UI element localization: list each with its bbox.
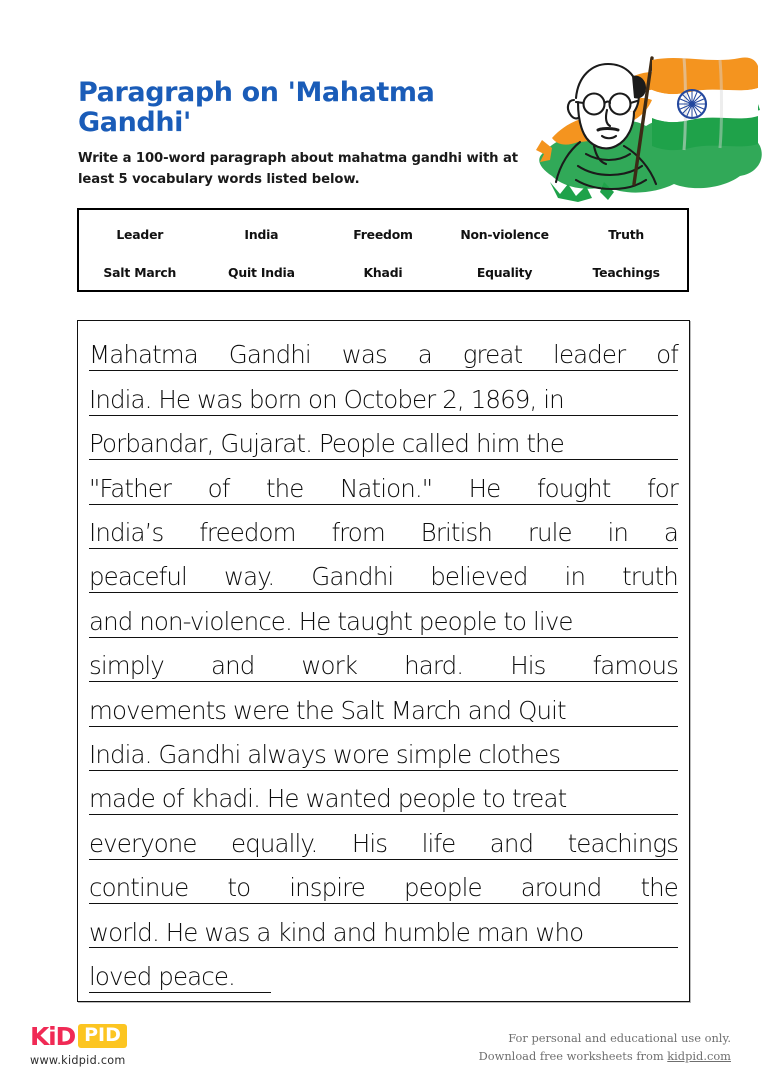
paragraph-answer-area[interactable] <box>77 320 690 1002</box>
writing-rule <box>89 370 678 371</box>
answer-word: the <box>265 473 304 503</box>
answer-word: teachings <box>567 828 678 858</box>
answer-word: around <box>520 873 602 903</box>
instructions-text: Write a 100-word paragraph about mahatma gandhi with at least 5 vocabulary words listed below. <box>78 151 518 187</box>
footer-note-line-1: For personal and educational use only. <box>508 1031 731 1045</box>
answer-word: and <box>489 828 534 858</box>
answer-word: British <box>420 517 492 547</box>
logo-pid-badge: PID <box>78 1024 127 1049</box>
answer-word: in <box>607 517 629 547</box>
answer-line-text <box>89 875 678 906</box>
kidpid-logo[interactable] <box>30 1022 250 1067</box>
answer-word: a <box>417 340 432 370</box>
answer-word: to <box>227 873 251 903</box>
answer-word: simply <box>89 651 164 681</box>
vocab-word: Non-violence <box>460 226 549 242</box>
writing-rule <box>89 459 678 460</box>
writing-rule <box>89 947 678 948</box>
writing-rule <box>89 814 678 815</box>
answer-line-text <box>89 961 678 995</box>
gandhi-flag-illustration <box>534 42 768 210</box>
answer-word: believed <box>430 562 528 592</box>
vocab-word: Quit India <box>228 264 295 280</box>
answer-word: Mahatma <box>89 340 198 370</box>
answer-ruled-line[interactable] <box>89 507 678 551</box>
answer-word: great <box>462 340 523 370</box>
writing-rule <box>89 859 678 860</box>
answer-word: rule <box>527 517 572 547</box>
footer-note-prefix: Download free worksheets from <box>478 1049 668 1064</box>
answer-line-text <box>89 695 678 729</box>
writing-rule <box>89 992 271 993</box>
answer-ruled-line[interactable] <box>89 418 678 462</box>
answer-word: India’s <box>89 517 164 547</box>
logo-kid-text: KiD <box>30 1021 76 1051</box>
worksheet-header <box>78 78 548 190</box>
vocab-word: Truth <box>608 226 645 242</box>
vocab-word: Teachings <box>592 264 660 280</box>
answer-word: "Father <box>89 473 172 503</box>
answer-ruled-line[interactable] <box>89 950 678 994</box>
answer-ruled-line[interactable] <box>89 462 678 506</box>
answer-word: fought <box>536 473 611 503</box>
writing-rule <box>89 903 678 904</box>
writing-rule <box>89 504 678 505</box>
answer-word-run: India. He was born on October 2, 1869, in <box>89 384 564 414</box>
answer-word: of <box>656 340 678 370</box>
answer-line-text <box>89 828 678 862</box>
writing-rule <box>89 592 678 593</box>
answer-word-run: loved peace. <box>89 961 235 991</box>
vocab-row <box>79 252 687 294</box>
answer-word-run: India. Gandhi always wore simple clothes <box>89 739 561 769</box>
answer-word: a <box>663 517 678 547</box>
answer-word: way. <box>223 562 275 592</box>
answer-word: of <box>207 473 230 503</box>
answer-word: was <box>341 340 387 370</box>
writing-rule <box>89 681 678 682</box>
answer-line-text <box>89 342 678 373</box>
answer-line-text <box>89 917 678 951</box>
vocab-word: Salt March <box>103 264 177 280</box>
logo-wordmark <box>30 1022 250 1050</box>
vocab-row <box>79 210 687 252</box>
answer-word: from <box>331 517 385 547</box>
writing-rule <box>89 415 678 416</box>
answer-word: in <box>564 562 586 592</box>
answer-word: leader <box>553 340 626 370</box>
ruled-lines-container <box>78 321 689 995</box>
answer-word-run: movements were the Salt March and Quit <box>89 695 566 725</box>
answer-word: Nation." <box>340 473 433 503</box>
writing-rule <box>89 770 678 771</box>
ashoka-chakra <box>678 90 706 118</box>
writing-rule <box>89 548 678 549</box>
answer-word: famous <box>592 651 678 681</box>
answer-line-text <box>89 517 678 551</box>
vocab-word: Khadi <box>363 264 403 280</box>
answer-line-text <box>89 384 678 418</box>
answer-word: and <box>210 651 255 681</box>
answer-ruled-line[interactable] <box>89 862 678 906</box>
answer-ruled-line[interactable] <box>89 640 678 684</box>
answer-word: life <box>421 828 456 858</box>
answer-word: equally. <box>231 828 318 858</box>
writing-rule <box>89 637 678 638</box>
answer-ruled-line[interactable] <box>89 551 678 595</box>
answer-line-text <box>89 473 678 507</box>
answer-line-text <box>89 431 678 462</box>
answer-word: work <box>301 651 358 681</box>
answer-word: truth <box>622 562 678 592</box>
answer-word: continue <box>89 873 189 903</box>
vocabulary-word-bank <box>77 208 689 292</box>
answer-ruled-line[interactable] <box>89 729 678 773</box>
footer-usage-note <box>479 1029 731 1066</box>
answer-word: everyone <box>89 828 197 858</box>
answer-ruled-line[interactable] <box>89 595 678 639</box>
footer-note-line-2 <box>479 1047 731 1065</box>
answer-ruled-line[interactable] <box>89 373 678 417</box>
answer-line-text <box>89 653 678 684</box>
answer-line-text <box>89 739 678 773</box>
answer-line-text <box>89 564 678 595</box>
answer-line-text <box>89 606 678 640</box>
answer-word: He <box>468 473 501 503</box>
answer-ruled-line[interactable] <box>89 329 678 373</box>
answer-word: the <box>640 873 678 903</box>
answer-word-run: world. He was a kind and humble man who <box>89 917 584 947</box>
answer-ruled-line[interactable] <box>89 773 678 817</box>
answer-ruled-line[interactable] <box>89 906 678 950</box>
answer-word: Gandhi <box>311 562 394 592</box>
answer-word-run: and non-violence. He taught people to live <box>89 606 573 636</box>
vocab-word: Freedom <box>353 226 413 242</box>
kidpid-link[interactable]: kidpid.com <box>667 1049 731 1064</box>
answer-word: His <box>510 651 546 681</box>
vocab-word: Leader <box>116 226 164 242</box>
writing-rule <box>89 726 678 727</box>
answer-word: for <box>646 473 678 503</box>
indian-flag <box>652 57 758 150</box>
answer-word: freedom <box>199 517 296 547</box>
answer-ruled-line[interactable] <box>89 817 678 861</box>
page-title: Paragraph on 'Mahatma Gandhi' <box>78 77 435 138</box>
answer-word: peaceful <box>89 562 187 592</box>
logo-website-url: www.kidpid.com <box>30 1054 126 1067</box>
answer-word-run: made of khadi. He wanted people to treat <box>89 784 567 814</box>
answer-word: inspire <box>289 873 365 903</box>
answer-word-run: Porbandar, Gujarat. People called him the <box>89 429 564 459</box>
answer-word: Gandhi <box>228 340 311 370</box>
vocab-word: Equality <box>476 264 533 280</box>
answer-word: people <box>404 873 482 903</box>
answer-line-text <box>89 786 678 817</box>
vocab-word: India <box>244 226 279 242</box>
answer-word: His <box>351 828 388 858</box>
answer-ruled-line[interactable] <box>89 684 678 728</box>
answer-word: hard. <box>404 651 464 681</box>
